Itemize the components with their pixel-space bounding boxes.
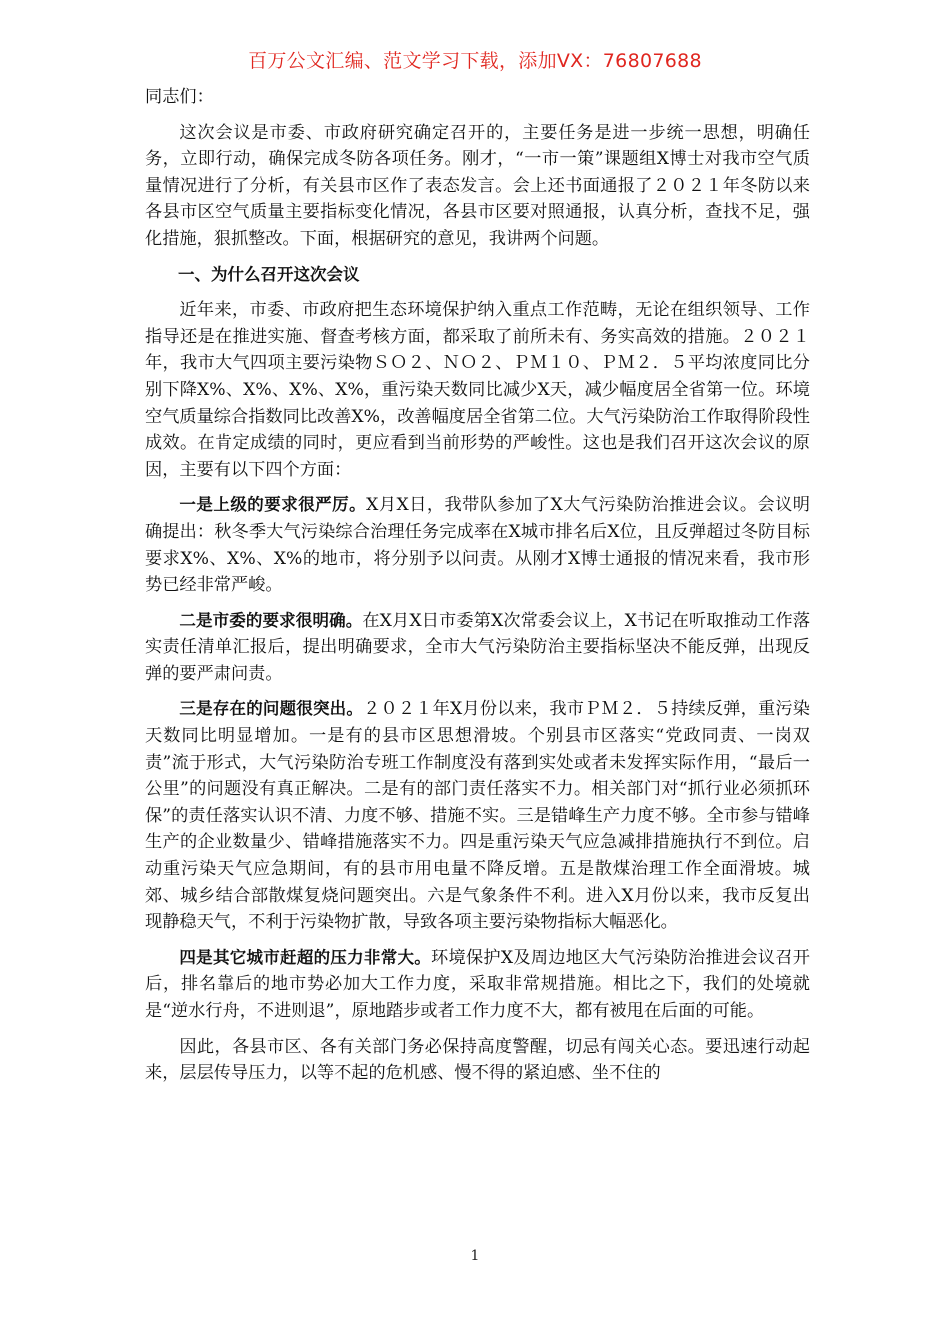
point-lead-4: 四是其它城市赶超的压力非常大。: [179, 947, 432, 967]
page-number: 1: [470, 1248, 480, 1264]
closing-paragraph: 因此，各县市区、各有关部门务必保持高度警醒，切忌有闯关心态。要迅速行动起来，层层传导压力，以等不起的危机感、慢不得的紧迫感、坐不住的: [145, 1036, 810, 1084]
point-lead-2: 二是市委的要求很明确。: [179, 610, 363, 630]
point-paragraph-4: [145, 945, 810, 1025]
section-paragraph: 近年来，市委、市政府把生态环境保护纳入重点工作范畴，无论在组织领导、工作指导还是在推进实施、督查考核方面，都采取了前所未有、务实高效的措施。２０２１年，我市大气四项主要污染物ＳＯ２、ＮＯ２、ＰＭ１０、ＰＭ２．５平均浓度同比分别下降X%、X%、X%、X%，重污染天数同比减少X天，减少幅度居全省第一位。环境空气质量综合指数同比改善X%，改善幅度居全省第二位。大气污染防治工作取得阶段性成效。在肯定成绩的同时，更应看到当前形势的严峻性。这也是我们召开这次会议的原因，主要有以下四个方面：: [145, 300, 810, 480]
section-heading: 一、为什么召开这次会议: [178, 264, 360, 284]
point-paragraph-2: [145, 608, 810, 688]
salutation: 同志们：: [145, 87, 214, 107]
point-body-3: ２０２１年X月份以来，我市ＰＭ２．５持续反弹，重污染天数同比明显增加。一是有的县市区思想滑坡。个别县市区落实“党政同责、一岗双责”流于形式，大气污染防治专班工作制度没有落到实处或者未发挥实际作用，“最后一公里”的问题没有真正解决。二是有的部门责任落实不力。相关部门对“抓行业必须抓环保”的责任落实认识不清、力度不够、措施不实。三是错峰生产力度不够。全市参与错峰生产的企业数量少、错峰措施落实不力。四是重污染天气应急减排措施执行不到位。启动重污染天气应急期间，有的县市用电量不降反增。五是散煤治理工作全面滑坡。城郊、城乡结合部散煤复烧问题突出。六是气象条件不利。进入X月份以来，我市反复出现静稳天气，不利于污染物扩散，导致各项主要污染物指标大幅恶化。: [145, 699, 811, 933]
point-lead-1: 一是上级的要求很严厉。: [179, 495, 367, 515]
point-lead-3: 三是存在的问题很突出。: [179, 699, 364, 719]
point-body-4: 环境保护X及周边地区大气污染防治推进会议召开后，排名靠后的地市势必加大工作力度，采取非常规措施。相比之下，我们的处境就是“逆水行舟，不进则退”，原地踏步或者工作力度不大，都有被甩在后面的可能。: [145, 947, 810, 1021]
point-body-1: X月X日，我带队参加了X大气污染防治推进会议。会议明确提出：秋冬季大气污染综合治理任务完成率在X城市排名后X位，且反弹超过冬防目标要求X%、X%、X%的地市，将分别予以问责。从刚才X博士通报的情况来看，我市形势已经非常严峻。: [145, 495, 810, 596]
point-paragraph-1: [145, 492, 810, 598]
header-banner: 百万公文汇编、范文学习下载，添加VX：76807688: [248, 50, 702, 72]
document-body: [145, 84, 810, 1096]
point-paragraph-3: [145, 696, 810, 935]
intro-paragraph: 这次会议是市委、市政府研究确定召开的，主要任务是进一步统一思想，明确任务，立即行动，确保完成冬防各项任务。刚才，“一市一策”课题组X博士对我市空气质量情况进行了分析，有关县市区作了表态发言。会上还书面通报了２０２１年冬防以来各县市区空气质量主要指标变化情况，各县市区要对照通报，认真分析，查找不足，强化措施，狠抓整改。下面，根据研究的意见，我讲两个问题。: [145, 122, 810, 249]
point-body-2: 在X月X日市委第X次常委会议上，X书记在听取推动工作落实责任清单汇报后，提出明确要求，全市大气污染防治主要指标坚决不能反弹，出现反弹的要严肃问责。: [145, 610, 811, 684]
